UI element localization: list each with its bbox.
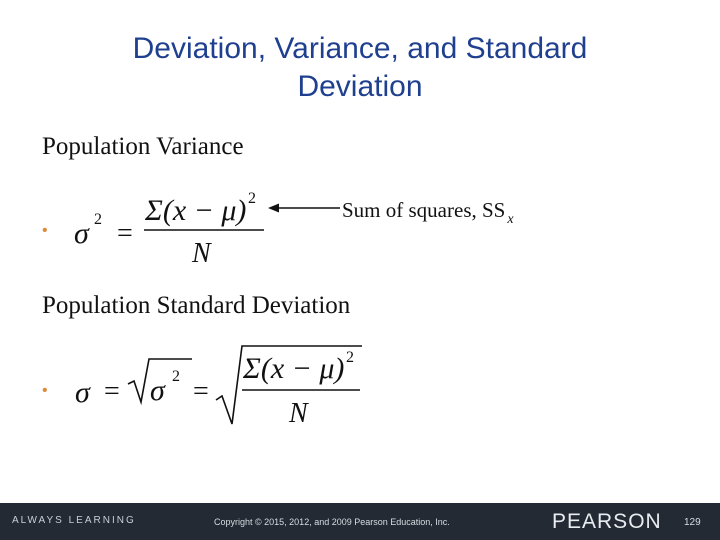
population-variance-heading: Population Variance <box>42 133 244 160</box>
sum-of-squares-arrow <box>268 204 340 213</box>
population-std-dev-heading: Population Standard Deviation <box>42 292 351 319</box>
variance-formula <box>74 190 264 269</box>
std-dev-numerator: Σ(x − μ) <box>243 352 345 385</box>
std-dev-formula <box>75 346 362 429</box>
equals-sign: = <box>117 218 133 249</box>
variance-denominator: N <box>192 238 211 269</box>
pearson-logo: PEARSON <box>552 510 662 533</box>
sum-of-squares-subscript: x <box>507 212 514 227</box>
footer-copyright: Copyright © 2015, 2012, and 2009 Pearson Education, Inc. <box>214 517 450 527</box>
radicand-sigma: σ <box>150 374 165 407</box>
bullet-2: • <box>42 382 48 399</box>
sigma-exponent: 2 <box>94 211 102 228</box>
sum-of-squares-label <box>342 198 514 227</box>
footer-bar <box>0 503 720 540</box>
sigma-symbol: σ <box>74 217 89 250</box>
variance-numerator: Σ(x − μ) <box>145 194 247 227</box>
variance-numerator-exponent: 2 <box>248 190 256 207</box>
equals-sign-3: = <box>193 376 209 407</box>
radicand-exponent: 2 <box>172 368 180 385</box>
sigma-symbol-2: σ <box>75 376 90 409</box>
slide-title-line-1: Deviation, Variance, and Standard <box>132 32 588 65</box>
page-number: 129 <box>684 517 701 528</box>
equals-sign-2: = <box>104 376 120 407</box>
std-dev-denominator: N <box>289 398 308 429</box>
slide-title-line-2: Deviation <box>297 70 423 103</box>
bullet-1: • <box>42 222 48 239</box>
footer-tagline: ALWAYS LEARNING <box>12 515 136 526</box>
std-dev-numerator-exponent: 2 <box>346 349 354 366</box>
sum-of-squares-text: Sum of squares, SS <box>342 198 506 222</box>
